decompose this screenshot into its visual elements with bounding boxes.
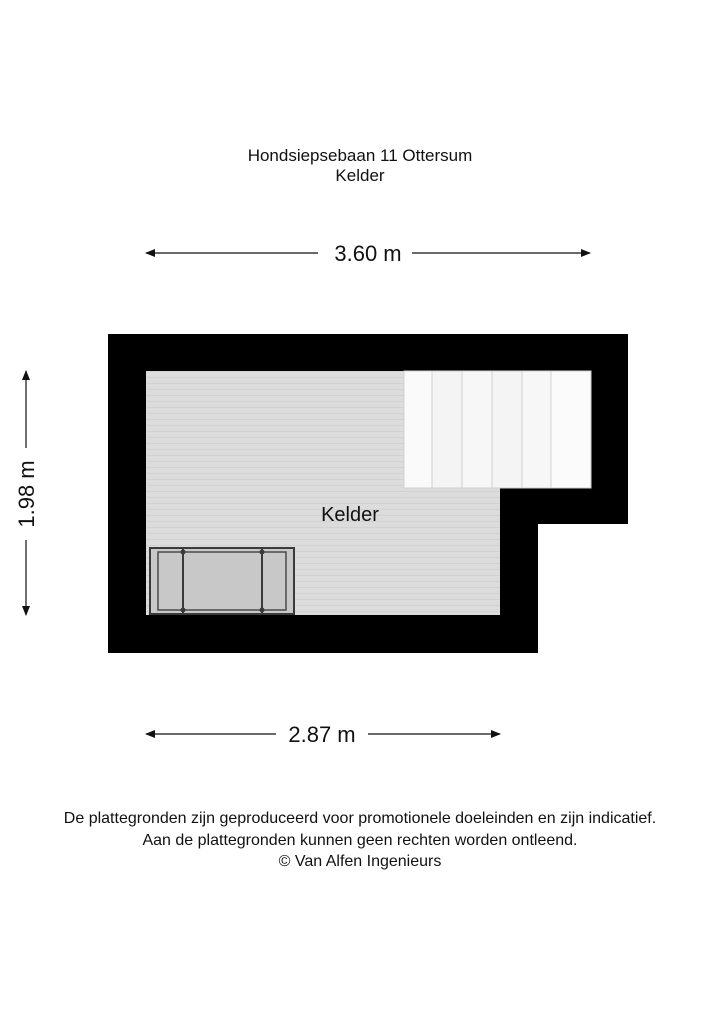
dimension-bottom <box>146 722 500 747</box>
dimension-bottom-label: 2.87 m <box>288 722 356 747</box>
room-label: Kelder <box>321 504 379 526</box>
address-title: Hondsiepsebaan 11 Ottersum <box>247 146 473 165</box>
dimension-left-label: 1.98 m <box>14 460 39 528</box>
dimension-top <box>146 241 590 266</box>
staircase-icon <box>404 371 591 488</box>
dimension-left <box>14 371 39 615</box>
floor-title: Kelder <box>335 166 385 185</box>
bed-frame-icon <box>150 548 294 614</box>
dimension-top-label: 3.60 m <box>334 241 402 266</box>
disclaimer-line-2: Aan de plattegronden kunnen geen rechten worden ontleend. <box>142 832 578 849</box>
disclaimer-line-1: De plattegronden zijn geproduceerd voor promotionele doeleinden en zijn indicatief. <box>63 810 657 827</box>
copyright-line: © Van Alfen Ingenieurs <box>278 853 442 870</box>
